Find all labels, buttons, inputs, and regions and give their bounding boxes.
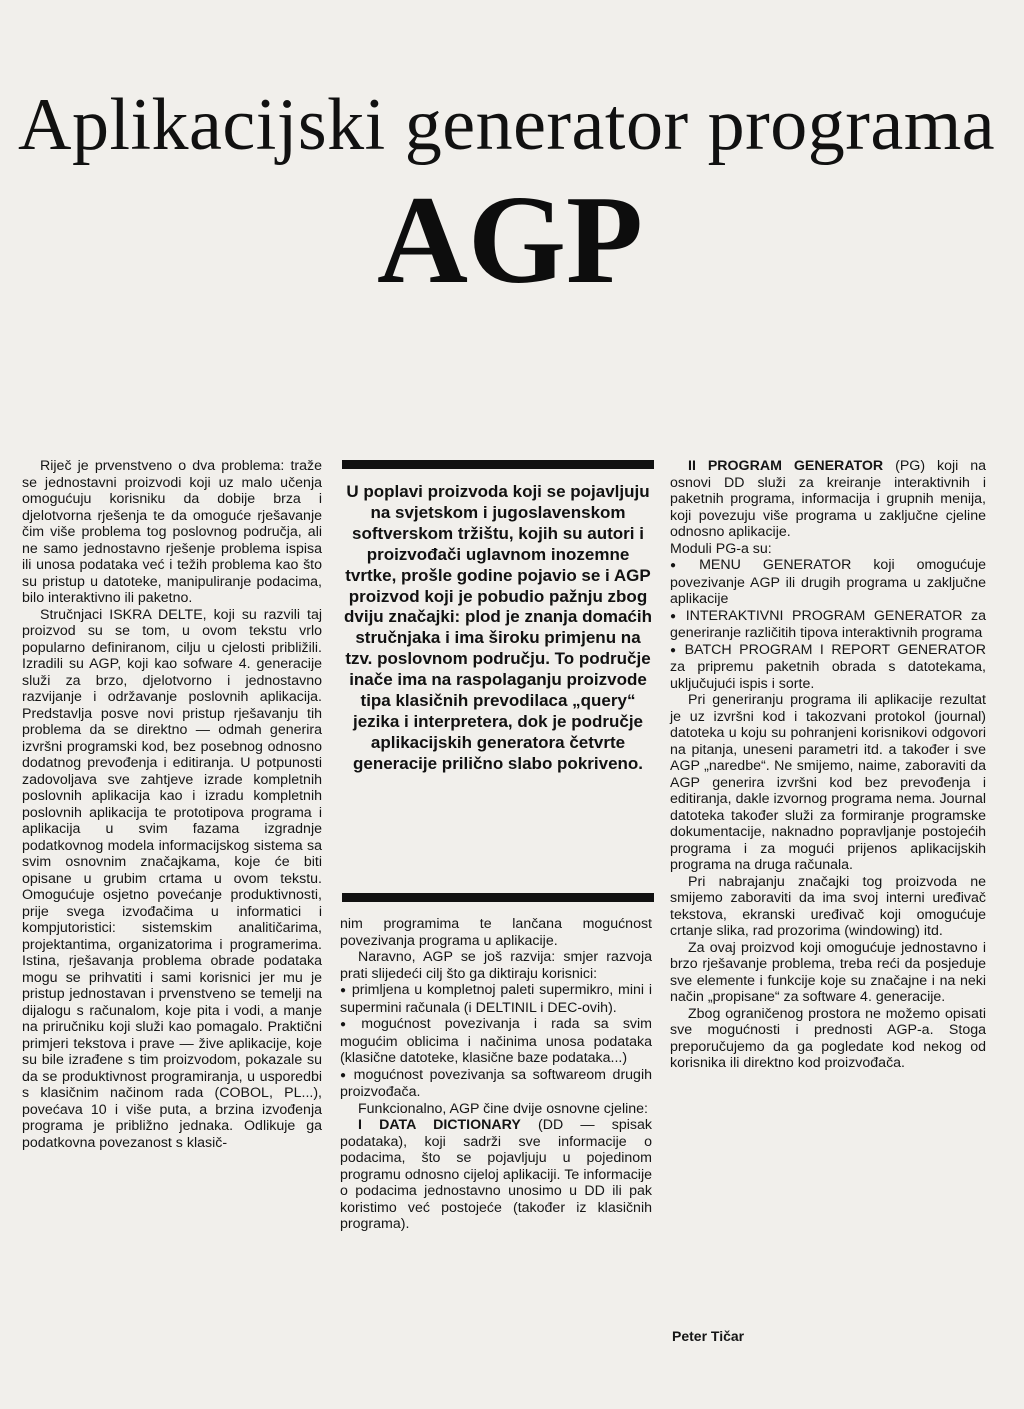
program-generator-text: (PG) koji na osnovi DD služi za kreiranje interaktivnih i paketnih programa, informacija i grupnih menija, koji povezuju više programa u zaključne cjeline odnosno aplikacije.	[670, 458, 987, 540]
program-generator-label: II PROGRAM GENERATOR	[688, 458, 884, 474]
column-middle	[340, 916, 652, 1233]
pullquote: U poplavi proizvoda koji se pojavljuju na svjetskom i jugoslavenskom softverskom tržištu, kojih su autori i proizvođači uglavnom inozemne tvrtke, prošle godine pojavio se i AGP proizvod koji je pobudio pažnju zbog dviju značajki: plod je znanja domaćih stručnjaka i ima široku primjenu na tzv. poslovnom području. To područje inače ima na raspolaganju proizvode tipa klasičnih prevodilaca „query“ jezika i interpretera, dok je područje aplikacijskih generatora četvrte generacije prilično slabo pokriveno.	[344, 482, 652, 773]
column-left	[22, 458, 322, 1151]
bullet-item: ● BATCH PROGRAM I REPORT GENERATOR za pripremu paketnih obrada s datotekama, uključujući ispis i sorte.	[670, 642, 986, 693]
paragraph	[670, 458, 986, 541]
author-byline: Peter Tičar	[672, 1328, 745, 1344]
column-right	[670, 458, 986, 1072]
paragraph: Naravno, AGP se još razvija: smjer razvoja prati slijedeći cilj što ga diktiraju korisnici:	[340, 949, 652, 982]
article-title: Aplikacijski generator programa	[18, 84, 996, 166]
paragraph: Moduli PG-a su:	[670, 540, 772, 557]
bullet-item: ● mogućnost povezivanja i rada sa svim mogućim oblicima i načinima unosa podataka (klasične datoteke, klasične baze podataka...)	[340, 1016, 652, 1067]
pullquote-bottom-rule	[342, 893, 654, 902]
paragraph: Funkcionalno, AGP čine dvije osnovne cjeline:	[358, 1100, 648, 1117]
paragraph: Pri nabrajanju značajki tog proizvoda ne smijemo zaboraviti da ima svoj interni uređivač tekstova, ekranski uređivač koji omogućuje crtanje slika, rad prozorima (windowing) itd.	[670, 873, 986, 939]
data-dictionary-label: I DATA DICTIONARY	[358, 1117, 521, 1133]
paragraph: Za ovaj proizvod koji omogućuje jednostavno i brzo rješavanje problema, treba reći da posjeduje sve elemente i funkcije koje su značajne i na neki način „propisane“ za software 4. generacije.	[670, 939, 986, 1005]
paragraph: Stručnjaci ISKRA DELTE, koji su razvili taj proizvod su se tom, u ovom tekstu vrlo popularno definiranom, cilju u cjelosti približili. Izradili su AGP, koji kao sofware 4. generacije služi za brzo, djelotvorno i jednostavno razvijanje i održavanje poslovnih aplikacija. Predstavlja posve novi pristup rješavanju tih problema da se direktno — odmah generira izvršni programski kod, bez posebnog odnosno dodatnog prevođenja i editiranja. U potpunosti zadovoljava sve zahtjeve izrade kompletnih poslovnih aplikacija kao i izradu kompletnih poslovnih aplikacija te prototipova programa i aplikacija u svim fazama izgradnje podatkovnog modela informacijskog sistema sa svim osnovnim značajkama, koje će biti opisane u grubim crtama u ovom tekstu. Omogućuje osjetno povećanje produktivnosti, prije svega izvođačima u informatici i kompjutoristici: sistemskim analitičarima, projektantima, organizatorima i programerima. Istina, rješavanja problema obrade podataka mogu se prihvatiti i sami korisnici jer mu je pristup jednostavan i prvenstveno se temelji na dijalogu s računalom, koje pita i vodi, a manje na priručniku koji služi kao pomagalo. Praktični primjeri tekstova i prave — žive aplikacije, koje su bile izrađene s tim proizvodom, pokazale su da se produktivnost programiranja, u usporedbi s klasičnim načinom rada (COBOL, PL...), povećava 10 i više puta, a brzina izvođenja programa je približno jednaka. Odlikuje ga podatkovna povezanost s klasič-	[22, 606, 322, 1151]
bullet-item: ● INTERAKTIVNI PROGRAM GENERATOR za generiranje različitih tipova interaktivnih programa	[670, 608, 986, 642]
bullet-item: ● MENU GENERATOR koji omogućuje povezivanje AGP ili drugih programa u zaključne aplikacije	[670, 557, 986, 608]
paragraph: Zbog ograničenog prostora ne možemo opisati sve mogućnosti i prednosti AGP-a. Stoga preporučujemo da ga pogledate kod nekog od korisnika ili direktno kod proizvođača.	[670, 1005, 986, 1071]
article-acronym: AGP	[377, 171, 643, 310]
paragraph: Pri generiranju programa ili aplikacije rezultat je uz izvršni kod i takozvani protokol (journal) datoteka u koju su pohranjeni korisnikovi odgovori na pitanja, uneseni parametri itd. a također i sve AGP „naredbe“. Ne smijemo, naime, zaboraviti da AGP generira izvršni kod bez prevođenja i editiranja, dakle izvornog programa nema. Journal datoteka također služi za formiranje programske dokumentacije, naknadno popravljanje postojećih programa i za mogući prijenos aplikacijskih programa na druga računala.	[670, 692, 986, 873]
paragraph	[340, 1117, 652, 1233]
paragraph: Riječ je prvenstveno o dva problema: traže se jednostavni proizvodi koji uz malo učenja omogućuju korisniku da dobije brza i djelotvorna rješenja te da omoguće rješavanje čim više problema tog poslovnog područja, ali ne samo jednostavno rješenje problema ispisa ili unosa podataka već i težih problema kao što su pristup u datoteke, manipuliranje podacima, bilo interaktivno ili paketno.	[22, 458, 322, 606]
bullet-item: ● primljena u kompletnoj paleti supermikro, mini i supermini računala (i DELTINIL i DEC-ovih).	[340, 982, 652, 1016]
bullet-item: ● mogućnost povezivanja sa softwareom drugih proizvođača.	[340, 1067, 652, 1101]
paragraph: nim programima te lančana mogućnost povezivanja programa u aplikacije.	[340, 916, 652, 949]
pullquote-top-rule	[342, 460, 654, 469]
data-dictionary-text: (DD — spisak podataka), koji sadrži sve informacije o podacima, što se pojavljuju u pojedinom programu odnosno cijeloj aplikaciji. Te informacije o podacima jednostavno unosimo u DD ili pak koristimo već postojeće (također iz klasičnih programa).	[340, 1117, 652, 1232]
